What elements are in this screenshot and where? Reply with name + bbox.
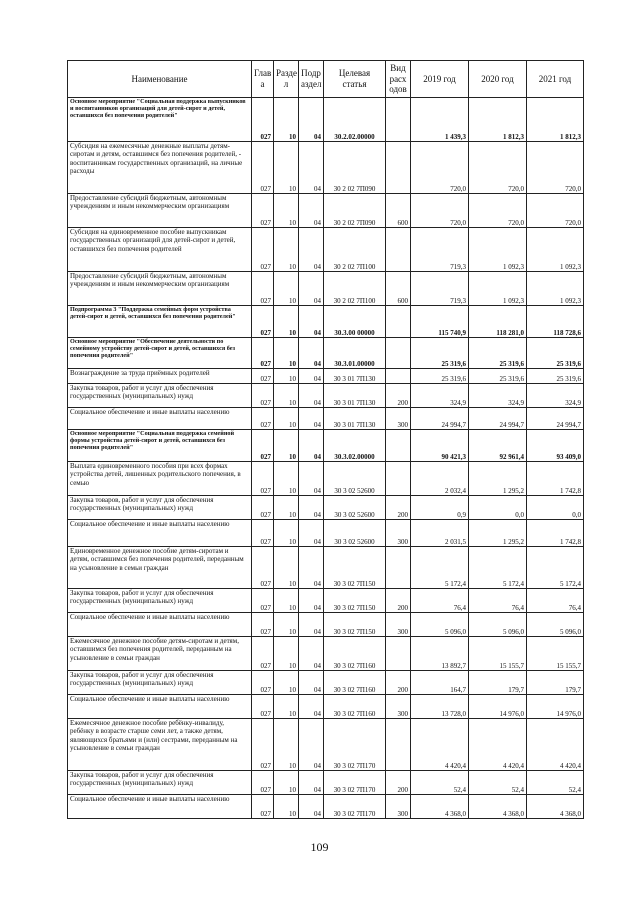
table-row bbox=[68, 719, 584, 771]
cell-target: 30 2 02 7П100 bbox=[324, 272, 386, 306]
cell-2019: 13 892,7 bbox=[411, 637, 469, 671]
cell-2019: 5 096,0 bbox=[411, 613, 469, 637]
cell-chapter: 027 bbox=[252, 462, 274, 496]
cell-subsection: 04 bbox=[299, 430, 324, 462]
cell-2021: 324,9 bbox=[527, 384, 584, 408]
header-name: Наименование bbox=[68, 61, 252, 98]
cell-2021: 4 420,4 bbox=[527, 719, 584, 771]
page-number: 109 bbox=[310, 840, 329, 854]
cell-target: 30.3.02.00000 bbox=[324, 430, 386, 462]
cell-2021: 1 092,3 bbox=[527, 228, 584, 272]
cell-name: Субсидия на ежемесячные денежные выплаты детям-сиротам и детям, оставшимся без попечения родителей, - воспитанникам государственных организаций, на личные расходы bbox=[68, 142, 252, 194]
cell-2020: 76,4 bbox=[469, 589, 527, 613]
table-row bbox=[68, 142, 584, 194]
cell-2021: 118 728,6 bbox=[527, 306, 584, 338]
cell-subsection: 04 bbox=[299, 637, 324, 671]
cell-section: 10 bbox=[274, 384, 299, 408]
cell-2019: 164,7 bbox=[411, 671, 469, 695]
cell-subsection: 04 bbox=[299, 547, 324, 589]
cell-2020: 179,7 bbox=[469, 671, 527, 695]
cell-2020: 1 295,2 bbox=[469, 462, 527, 496]
cell-2021: 1 742,8 bbox=[527, 462, 584, 496]
cell-section: 10 bbox=[274, 520, 299, 547]
cell-expense-type: 300 bbox=[386, 795, 411, 819]
cell-2019: 76,4 bbox=[411, 589, 469, 613]
cell-expense-type bbox=[386, 547, 411, 589]
cell-2019: 24 994,7 bbox=[411, 408, 469, 430]
cell-2020: 4 420,4 bbox=[469, 719, 527, 771]
cell-name: Предоставление субсидий бюджетным, автономным учреждениям и иным некоммерческим организациям bbox=[68, 272, 252, 306]
cell-chapter: 027 bbox=[252, 637, 274, 671]
cell-subsection: 04 bbox=[299, 695, 324, 719]
cell-2020: 1 092,3 bbox=[469, 272, 527, 306]
cell-2020: 5 096,0 bbox=[469, 613, 527, 637]
cell-subsection: 04 bbox=[299, 795, 324, 819]
cell-section: 10 bbox=[274, 719, 299, 771]
cell-2021: 14 976,0 bbox=[527, 695, 584, 719]
cell-subsection: 04 bbox=[299, 589, 324, 613]
table-row bbox=[68, 520, 584, 547]
table-row bbox=[68, 771, 584, 795]
cell-2019: 719,3 bbox=[411, 228, 469, 272]
header-2021: 2021 год bbox=[527, 61, 584, 98]
cell-expense-type: 600 bbox=[386, 194, 411, 228]
cell-2020: 15 155,7 bbox=[469, 637, 527, 671]
cell-expense-type: 600 bbox=[386, 272, 411, 306]
cell-section: 10 bbox=[274, 795, 299, 819]
cell-section: 10 bbox=[274, 98, 299, 142]
cell-name: Закупка товаров, работ и услуг для обеспечения государственных (муниципальных) нужд bbox=[68, 771, 252, 795]
cell-target: 30 3 02 52600 bbox=[324, 496, 386, 520]
cell-2020: 52,4 bbox=[469, 771, 527, 795]
cell-target: 30.2.02.00000 bbox=[324, 98, 386, 142]
header-target: Целевая статья bbox=[324, 61, 386, 98]
cell-name: Основное мероприятие "Социальная поддержка семейной формы устройства детей-сирот и детей, оставшихся без попечения родителей" bbox=[68, 430, 252, 462]
cell-subsection: 04 bbox=[299, 338, 324, 369]
cell-2020: 25 319,6 bbox=[469, 338, 527, 369]
cell-name: Закупка товаров, работ и услуг для обеспечения государственных (муниципальных) нужд bbox=[68, 384, 252, 408]
cell-name: Единовременное денежное пособие детям-сиротам и детям, оставшимся без попечения родителей, переданным на усыновление в семьи граждан bbox=[68, 547, 252, 589]
cell-subsection: 04 bbox=[299, 142, 324, 194]
cell-name: Основное мероприятие "Социальная поддержка выпускников и воспитанников организаций для детей-сирот и детей, оставшихся без попечения родителей" bbox=[68, 98, 252, 142]
cell-name: Субсидия на единовременное пособие выпускникам государственных организаций для детей-сирот и детей, оставшихся без попечения родителей bbox=[68, 228, 252, 272]
cell-chapter: 027 bbox=[252, 589, 274, 613]
cell-expense-type: 200 bbox=[386, 384, 411, 408]
cell-section: 10 bbox=[274, 430, 299, 462]
cell-name: Закупка товаров, работ и услуг для обеспечения государственных (муниципальных) нужд bbox=[68, 496, 252, 520]
cell-chapter: 027 bbox=[252, 142, 274, 194]
cell-2020: 720,0 bbox=[469, 142, 527, 194]
cell-subsection: 04 bbox=[299, 369, 324, 384]
cell-name: Социальное обеспечение и иные выплаты населению bbox=[68, 695, 252, 719]
cell-section: 10 bbox=[274, 547, 299, 589]
cell-subsection: 04 bbox=[299, 228, 324, 272]
cell-section: 10 bbox=[274, 771, 299, 795]
cell-chapter: 027 bbox=[252, 795, 274, 819]
cell-section: 10 bbox=[274, 613, 299, 637]
cell-2021: 1 092,3 bbox=[527, 272, 584, 306]
cell-name: Выплата единовременного пособия при всех формах устройства детей, лишенных родительского попечения, в семью bbox=[68, 462, 252, 496]
cell-subsection: 04 bbox=[299, 272, 324, 306]
cell-expense-type bbox=[386, 306, 411, 338]
cell-target: 30 3 02 7П160 bbox=[324, 671, 386, 695]
table-row bbox=[68, 408, 584, 430]
table-row bbox=[68, 462, 584, 496]
cell-section: 10 bbox=[274, 589, 299, 613]
cell-chapter: 027 bbox=[252, 384, 274, 408]
cell-name: Ежемесячное денежное пособие детям-сиротам и детям, оставшимся без попечения родителей, переданным на усыновление в семьи граждан bbox=[68, 637, 252, 671]
cell-chapter: 027 bbox=[252, 306, 274, 338]
header-2020: 2020 год bbox=[469, 61, 527, 98]
cell-chapter: 027 bbox=[252, 613, 274, 637]
cell-expense-type: 300 bbox=[386, 408, 411, 430]
cell-expense-type: 300 bbox=[386, 520, 411, 547]
cell-chapter: 027 bbox=[252, 719, 274, 771]
cell-target: 30 3 02 7П150 bbox=[324, 613, 386, 637]
cell-2019: 720,0 bbox=[411, 194, 469, 228]
cell-2019: 5 172,4 bbox=[411, 547, 469, 589]
cell-2019: 2 032,4 bbox=[411, 462, 469, 496]
cell-2021: 5 096,0 bbox=[527, 613, 584, 637]
table-row bbox=[68, 695, 584, 719]
table-row bbox=[68, 228, 584, 272]
cell-2019: 719,3 bbox=[411, 272, 469, 306]
cell-name: Предоставление субсидий бюджетным, автономным учреждениям и иным некоммерческим организациям bbox=[68, 194, 252, 228]
cell-2019: 52,4 bbox=[411, 771, 469, 795]
cell-name: Социальное обеспечение и иные выплаты населению bbox=[68, 795, 252, 819]
cell-expense-type bbox=[386, 430, 411, 462]
cell-target: 30 2 02 7П090 bbox=[324, 194, 386, 228]
cell-chapter: 027 bbox=[252, 771, 274, 795]
cell-chapter: 027 bbox=[252, 496, 274, 520]
table-header-row bbox=[68, 61, 584, 98]
table-row bbox=[68, 496, 584, 520]
table-row bbox=[68, 194, 584, 228]
cell-subsection: 04 bbox=[299, 496, 324, 520]
cell-subsection: 04 bbox=[299, 613, 324, 637]
cell-2019: 25 319,6 bbox=[411, 338, 469, 369]
cell-2021: 93 409,0 bbox=[527, 430, 584, 462]
table-row bbox=[68, 338, 584, 369]
cell-section: 10 bbox=[274, 194, 299, 228]
cell-chapter: 027 bbox=[252, 194, 274, 228]
cell-chapter: 027 bbox=[252, 547, 274, 589]
cell-section: 10 bbox=[274, 462, 299, 496]
cell-expense-type: 200 bbox=[386, 589, 411, 613]
cell-target: 30 3 02 7П160 bbox=[324, 637, 386, 671]
cell-chapter: 027 bbox=[252, 430, 274, 462]
cell-2019: 25 319,6 bbox=[411, 369, 469, 384]
cell-2020: 4 368,0 bbox=[469, 795, 527, 819]
cell-chapter: 027 bbox=[252, 228, 274, 272]
cell-subsection: 04 bbox=[299, 771, 324, 795]
cell-subsection: 04 bbox=[299, 194, 324, 228]
cell-2021: 720,0 bbox=[527, 194, 584, 228]
table-row bbox=[68, 613, 584, 637]
cell-subsection: 04 bbox=[299, 408, 324, 430]
cell-subsection: 04 bbox=[299, 306, 324, 338]
cell-name: Закупка товаров, работ и услуг для обеспечения государственных (муниципальных) нужд bbox=[68, 671, 252, 695]
cell-2021: 15 155,7 bbox=[527, 637, 584, 671]
cell-section: 10 bbox=[274, 695, 299, 719]
cell-2021: 179,7 bbox=[527, 671, 584, 695]
cell-expense-type bbox=[386, 719, 411, 771]
cell-name: Ежемесячное денежное пособие ребёнку-инвалиду, ребёнку в возрасте старше семи лет, а также детям, являющихся братьями и (или) сестрами, переданным на усыновление в семьи граждан bbox=[68, 719, 252, 771]
cell-2021: 76,4 bbox=[527, 589, 584, 613]
header-subsection: Подр аздел bbox=[299, 61, 324, 98]
cell-2021: 25 319,6 bbox=[527, 369, 584, 384]
cell-chapter: 027 bbox=[252, 98, 274, 142]
table-row bbox=[68, 272, 584, 306]
cell-chapter: 027 bbox=[252, 338, 274, 369]
cell-2021: 24 994,7 bbox=[527, 408, 584, 430]
header-2019: 2019 год bbox=[411, 61, 469, 98]
cell-2020: 0,0 bbox=[469, 496, 527, 520]
cell-chapter: 027 bbox=[252, 369, 274, 384]
cell-target: 30 2 02 7П100 bbox=[324, 228, 386, 272]
cell-2019: 115 740,9 bbox=[411, 306, 469, 338]
cell-section: 10 bbox=[274, 306, 299, 338]
header-expense-type: Вид расх одов bbox=[386, 61, 411, 98]
cell-subsection: 04 bbox=[299, 462, 324, 496]
cell-expense-type: 300 bbox=[386, 695, 411, 719]
cell-2019: 1 439,3 bbox=[411, 98, 469, 142]
cell-target: 30 3 01 7П130 bbox=[324, 384, 386, 408]
cell-target: 30 3 02 7П170 bbox=[324, 719, 386, 771]
cell-name: Подпрограмма 3 "Поддержка семейных форм устройства детей-сирот и детей, оставшихся без попечения родителей" bbox=[68, 306, 252, 338]
cell-target: 30.3.00 00000 bbox=[324, 306, 386, 338]
table-row bbox=[68, 547, 584, 589]
cell-target: 30 3 02 52600 bbox=[324, 462, 386, 496]
cell-2020: 25 319,6 bbox=[469, 369, 527, 384]
table-row bbox=[68, 369, 584, 384]
table-row bbox=[68, 306, 584, 338]
cell-2019: 0,9 bbox=[411, 496, 469, 520]
header-chapter: Глав а bbox=[252, 61, 274, 98]
cell-target: 30 3 02 7П160 bbox=[324, 695, 386, 719]
cell-2021: 720,0 bbox=[527, 142, 584, 194]
cell-target: 30 2 02 7П090 bbox=[324, 142, 386, 194]
table-row bbox=[68, 795, 584, 819]
cell-target: 30 3 02 7П150 bbox=[324, 547, 386, 589]
cell-chapter: 027 bbox=[252, 408, 274, 430]
table-row bbox=[68, 637, 584, 671]
cell-chapter: 027 bbox=[252, 520, 274, 547]
table-body bbox=[68, 98, 584, 819]
cell-expense-type bbox=[386, 228, 411, 272]
table-row bbox=[68, 384, 584, 408]
cell-expense-type bbox=[386, 462, 411, 496]
cell-section: 10 bbox=[274, 272, 299, 306]
cell-expense-type bbox=[386, 369, 411, 384]
cell-target: 30 3 01 7П130 bbox=[324, 408, 386, 430]
cell-expense-type: 200 bbox=[386, 496, 411, 520]
cell-2021: 52,4 bbox=[527, 771, 584, 795]
cell-chapter: 027 bbox=[252, 272, 274, 306]
cell-2020: 5 172,4 bbox=[469, 547, 527, 589]
cell-subsection: 04 bbox=[299, 719, 324, 771]
cell-subsection: 04 bbox=[299, 384, 324, 408]
cell-expense-type bbox=[386, 338, 411, 369]
cell-2020: 24 994,7 bbox=[469, 408, 527, 430]
cell-chapter: 027 bbox=[252, 695, 274, 719]
cell-2021: 1 812,3 bbox=[527, 98, 584, 142]
cell-section: 10 bbox=[274, 369, 299, 384]
cell-expense-type: 300 bbox=[386, 613, 411, 637]
cell-name: Социальное обеспечение и иные выплаты населению bbox=[68, 613, 252, 637]
cell-name: Социальное обеспечение и иные выплаты населению bbox=[68, 520, 252, 547]
budget-table bbox=[67, 60, 584, 819]
cell-subsection: 04 bbox=[299, 520, 324, 547]
cell-2021: 1 742,8 bbox=[527, 520, 584, 547]
cell-2019: 324,9 bbox=[411, 384, 469, 408]
cell-name: Вознаграждение за труда приёмных родителей bbox=[68, 369, 252, 384]
cell-2019: 4 368,0 bbox=[411, 795, 469, 819]
cell-name: Основное мероприятие "Обеспечение деятельности по семейному устройству детей-сирот и детей, оставшихся без попечения родителей" bbox=[68, 338, 252, 369]
cell-target: 30.3.01.00000 bbox=[324, 338, 386, 369]
cell-2019: 90 421,3 bbox=[411, 430, 469, 462]
cell-2021: 25 319,6 bbox=[527, 338, 584, 369]
table-row bbox=[68, 430, 584, 462]
cell-subsection: 04 bbox=[299, 671, 324, 695]
cell-section: 10 bbox=[274, 496, 299, 520]
cell-2020: 720,0 bbox=[469, 194, 527, 228]
cell-2019: 13 728,0 bbox=[411, 695, 469, 719]
table-row bbox=[68, 671, 584, 695]
cell-2020: 14 976,0 bbox=[469, 695, 527, 719]
cell-2020: 92 961,4 bbox=[469, 430, 527, 462]
header-section: Разде л bbox=[274, 61, 299, 98]
cell-2019: 2 031,5 bbox=[411, 520, 469, 547]
cell-2021: 5 172,4 bbox=[527, 547, 584, 589]
cell-expense-type bbox=[386, 637, 411, 671]
cell-expense-type bbox=[386, 98, 411, 142]
cell-2020: 118 281,0 bbox=[469, 306, 527, 338]
cell-2020: 1 092,3 bbox=[469, 228, 527, 272]
cell-name: Закупка товаров, работ и услуг для обеспечения государственных (муниципальных) нужд bbox=[68, 589, 252, 613]
table-row bbox=[68, 589, 584, 613]
cell-2020: 1 295,2 bbox=[469, 520, 527, 547]
budget-sheet bbox=[67, 60, 583, 819]
cell-chapter: 027 bbox=[252, 671, 274, 695]
cell-target: 30 3 02 7П170 bbox=[324, 771, 386, 795]
cell-section: 10 bbox=[274, 338, 299, 369]
cell-2019: 4 420,4 bbox=[411, 719, 469, 771]
cell-subsection: 04 bbox=[299, 98, 324, 142]
cell-2021: 4 368,0 bbox=[527, 795, 584, 819]
cell-name: Социальное обеспечение и иные выплаты населению bbox=[68, 408, 252, 430]
cell-expense-type bbox=[386, 142, 411, 194]
cell-section: 10 bbox=[274, 408, 299, 430]
cell-section: 10 bbox=[274, 228, 299, 272]
cell-target: 30 3 01 7П130 bbox=[324, 369, 386, 384]
cell-target: 30 3 02 7П150 bbox=[324, 589, 386, 613]
cell-target: 30 3 02 7П170 bbox=[324, 795, 386, 819]
cell-section: 10 bbox=[274, 637, 299, 671]
table-row bbox=[68, 98, 584, 142]
cell-2021: 0,0 bbox=[527, 496, 584, 520]
cell-expense-type: 200 bbox=[386, 671, 411, 695]
cell-section: 10 bbox=[274, 671, 299, 695]
cell-section: 10 bbox=[274, 142, 299, 194]
cell-2020: 1 812,3 bbox=[469, 98, 527, 142]
cell-expense-type: 200 bbox=[386, 771, 411, 795]
cell-2019: 720,0 bbox=[411, 142, 469, 194]
cell-2020: 324,9 bbox=[469, 384, 527, 408]
cell-target: 30 3 02 52600 bbox=[324, 520, 386, 547]
